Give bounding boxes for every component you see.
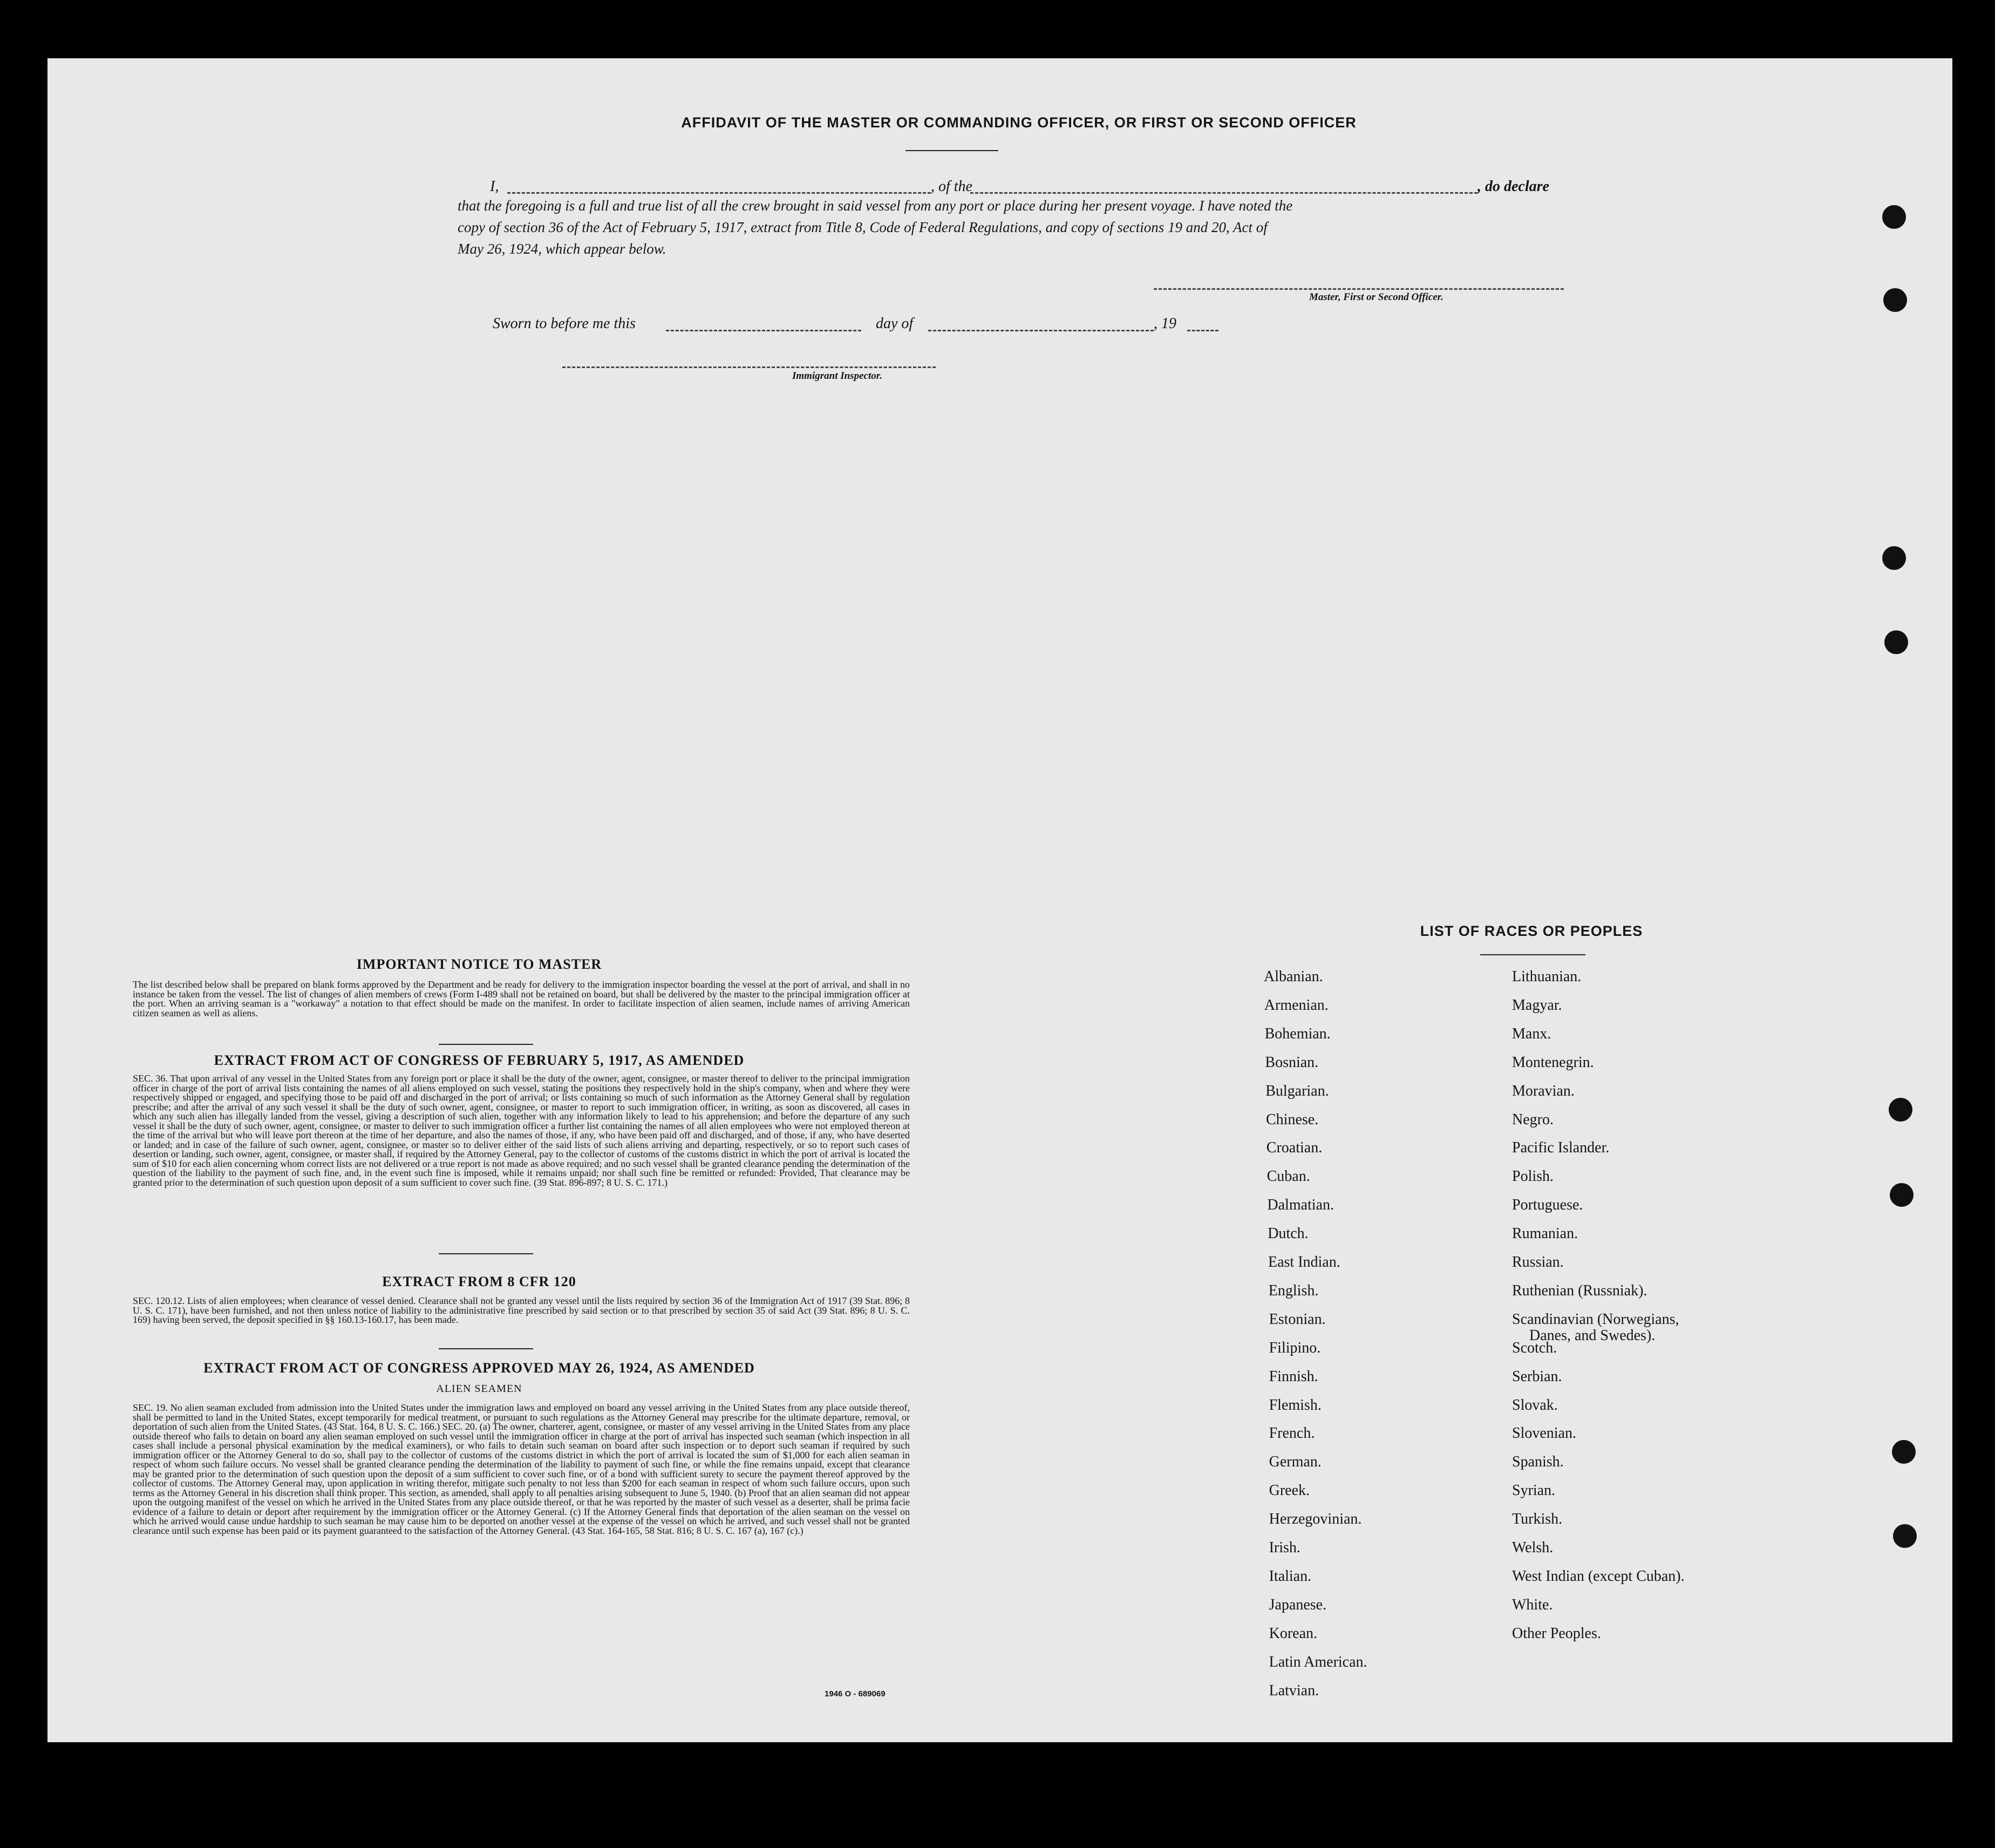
race-item: Flemish. — [1269, 1396, 1322, 1414]
do-declare-label: , do declare — [1477, 178, 1549, 195]
races-title: LIST OF RACES OR PEOPLES — [1420, 923, 1643, 939]
race-item: Pacific Islander. — [1512, 1139, 1610, 1157]
binder-hole — [1890, 1183, 1914, 1207]
notice-text: The list described below shall be prepared on blank forms approved by the Department and be ready for delivery to the immigration inspector boarding the vessel at the port of arrival, and shall in no instance be taken from the vessel. The list of changes of alien members of crews (Form I-489 shall not be retained on board, but shall be delivered by the master to the principal immigration officer at the port. When an arriving seaman is a "workaway" a notation to that effect should be made on the manifest. In order to facilitate inspection of alien seamen, include names of arriving American citizen seamen as well as aliens. — [133, 980, 910, 1018]
race-item: Slovenian. — [1512, 1425, 1576, 1442]
race-item: Dalmatian. — [1267, 1197, 1334, 1214]
race-item: German. — [1269, 1453, 1322, 1471]
race-item: Montenegrin. — [1512, 1054, 1594, 1071]
binder-hole — [1889, 1098, 1912, 1122]
race-item: Japanese. — [1269, 1596, 1327, 1613]
race-item: Scotch. — [1512, 1339, 1557, 1356]
race-item: Korean. — [1269, 1625, 1317, 1642]
master-signature-blank[interactable] — [1154, 288, 1564, 290]
binder-hole — [1883, 288, 1907, 312]
race-item: Bosnian. — [1265, 1054, 1319, 1071]
race-item: Latvian. — [1269, 1682, 1319, 1699]
extract-cfr-rule — [439, 1348, 533, 1349]
affidavit-body-line-3: May 26, 1924, which appear below. — [458, 241, 666, 257]
inspector-label: Immigrant Inspector. — [792, 370, 882, 382]
race-item: Cuban. — [1267, 1168, 1310, 1185]
name-blank[interactable] — [507, 192, 931, 194]
race-item: Portuguese. — [1512, 1197, 1583, 1214]
race-item: Other Peoples. — [1512, 1625, 1601, 1642]
binder-hole — [1882, 546, 1906, 570]
extract-1917-title: EXTRACT FROM ACT OF CONGRESS OF FEBRUARY 5, 1917, AS AMENDED — [214, 1052, 745, 1068]
extract-1924-subtitle: ALIEN SEAMEN — [436, 1383, 522, 1395]
race-item: Manx. — [1512, 1025, 1551, 1042]
race-item: Bohemian. — [1264, 1025, 1331, 1042]
race-item: Polish. — [1512, 1168, 1554, 1185]
race-item: Serbian. — [1512, 1368, 1562, 1385]
extract-1917-text: SEC. 36. That upon arrival of any vessel in the United States from any foreign port or place it shall be the duty of the owner, agent, consignee, or master thereof to deliver to the principal immigration officer in charge of the port of arrival lists containing the names of all aliens employed on such vessel, stating the positions they respectively hold in the ship's company, when and where they were respectively shipped or engaged, and specifying those to be paid off and discharged in the port of arrival; or lists containing so much of such information as the Attorney General shall by regulation prescribe; and after the arrival of any such vessel it shall be the duty of such owner, agent, consignee, or master to report to such immigration officer, in writing, as soon as discovered, all cases in which any such alien has illegally landed from the vessel, giving a description of such alien, together with any information likely to lead to his apprehension; and before the departure of any such vessel it shall be the duty of such owner, agent, consignee, or master to deliver to such immigration officer a further list containing the names of all alien employees who were not employed thereon at the time of the arrival but who will leave port thereon at the time of her departure, and also the names of those, if any, who have been paid off and discharged, and of those, if any, who have deserted or landed; and in case of the failure of such owner, agent, consignee, or master so to deliver either of the said lists of such aliens arriving and departing, respectively, or so to report such cases of desertion or landing, such owner, agent, consignee, or master shall, if required by the Attorney General, pay to the collector of customs of the customs district in which the port of arrival is located the sum of $10 for each alien concerning whom correct lists are not delivered or a true report is not made as above required; and no such vessel shall be granted clearance pending the determination of the question of the liability to the payment of such fine, and, in the event such fine is imposed, while it remains unpaid; nor shall such fine be remitted or refunded: Provided, That clearance may be granted prior to the determination of such question upon deposit of a sum sufficient to cover such fine. (39 Stat. 896-897; 8 U. S. C. 171.) — [133, 1074, 910, 1188]
race-item: Dutch. — [1268, 1225, 1309, 1242]
master-label: Master, First or Second Officer. — [1309, 291, 1444, 303]
race-item: Negro. — [1512, 1111, 1554, 1128]
binder-hole — [1882, 205, 1906, 229]
race-item: Latin American. — [1269, 1653, 1367, 1670]
race-item: Filipino. — [1269, 1339, 1321, 1356]
affidavit-body-line-1: that the foregoing is a full and true list of all the crew brought in said vessel from any port or place during her present voyage. I have noted the — [458, 198, 1293, 214]
extract-1917-rule — [439, 1253, 533, 1254]
race-item: East Indian. — [1268, 1254, 1340, 1270]
race-item: Italian. — [1269, 1567, 1312, 1585]
print-code: 1946 O - 689069 — [825, 1689, 886, 1698]
affidavit-title-rule — [905, 150, 998, 151]
notice-title: IMPORTANT NOTICE TO MASTER — [356, 956, 602, 972]
sworn-label: Sworn to before me this — [493, 315, 636, 332]
form-page — [47, 58, 1952, 1742]
race-item: Danes, and Swedes). — [1529, 1327, 1656, 1344]
inspector-signature-blank[interactable] — [562, 366, 936, 368]
race-item: Spanish. — [1512, 1453, 1564, 1471]
race-item: Scandinavian (Norwegians, — [1512, 1310, 1679, 1328]
day-of-label: day of — [876, 315, 914, 332]
race-item: West Indian (except Cuban). — [1512, 1567, 1685, 1585]
race-item: Armenian. — [1264, 996, 1329, 1014]
extract-1924-title: EXTRACT FROM ACT OF CONGRESS APPROVED MAY 26, 1924, AS AMENDED — [203, 1360, 755, 1376]
race-item: White. — [1512, 1596, 1553, 1613]
year-prefix: , 19 — [1154, 315, 1176, 332]
sworn-day-blank[interactable] — [666, 330, 861, 331]
i-label: I, — [490, 178, 499, 195]
extract-1924-text: SEC. 19. No alien seaman excluded from admission into the United States under the immigration laws and employed on board any vessel arriving in the United States from any place outside thereof, shall be permitted to land in the United States, except temporarily for medical treatment, or pursuant to such regulations as the Attorney General may prescribe for the ultimate departure, removal, or deportation of such alien from the United States. (43 Stat. 164, 8 U. S. C. 166.) SEC. 20. (a) The owner, charterer, agent, consignee, or master of any vessel arriving in the United States from any place outside thereof who fails to detain on board any alien seaman employed on such vessel until the immigration officer in charge at the port of arrival has inspected such seaman (which inspection in all cases shall include a personal physical examination by the medical examiners), or who fails to detain such seaman on board after such inspection or to deport such seaman if required by such immigration officer or the Attorney General to do so, shall pay to the collector of customs of the customs district in which the port of arrival is located the sum of $1,000 for each alien seaman in respect of whom such failure occurs. No vessel shall be granted clearance pending the determination of the liability to payment of such fine, or while the fine remains unpaid, except that clearance may be granted prior to the determination of such question upon the deposit of a sum sufficient to cover such fine, or of a bond with sufficient surety to secure the payment thereof approved by the collector of customs. The Attorney General may, upon application in writing therefor, mitigate such penalty to not less than $200 for each seaman in respect of whom such failure occurs, upon such terms as the Attorney General in his discretion shall think proper. This section, as amended, shall apply to all penalties arising subsequent to June 5, 1940. (b) Proof that an alien seaman did not appear upon the outgoing manifest of the vessel on which he arrived in the United States from any place outside thereof, or that he was reported by the master of such vessel as a deserter, shall be prima facie evidence of a failure to detain or deport after requirement by the immigration officer or the Attorney General. (c) If the Attorney General finds that deportation of the alien seaman on the vessel on which he arrived would cause undue hardship to such seaman he may cause him to be deported on another vessel at the expense of the vessel on which he arrived, and such vessel shall not be granted clearance until such expense has been paid or its payment guaranteed to the satisfaction of the Attorney General. (43 Stat. 164-165, 58 Stat. 816; 8 U. S. C. 167 (a), 167 (c).) — [133, 1403, 910, 1536]
sworn-year-blank[interactable] — [1187, 330, 1218, 331]
race-item: Chinese. — [1266, 1111, 1319, 1128]
race-item: Greek. — [1269, 1482, 1310, 1499]
extract-cfr-text: SEC. 120.12. Lists of alien employees; when clearance of vessel denied. Clearance shall not be granted any vessel until the lists required by section 36 of the Immigration Act of 1917 (39 Stat. 896; 8 U. S. C. 171), have been furnished, and not then unless notice of liability to the administrative fine prescribed by said section or to that prescribed by section 35 of said Act (39 Stat. 896; 8 U. S. C. 169) having been served, the deposit specified in §§ 160.13-160.17, has been made. — [133, 1296, 910, 1325]
binder-hole — [1884, 630, 1908, 654]
race-item: Slovak. — [1512, 1396, 1558, 1414]
race-item: Ruthenian (Russniak). — [1512, 1282, 1647, 1299]
race-item: Irish. — [1269, 1539, 1301, 1556]
affidavit-body-line-2: copy of section 36 of the Act of February 5, 1917, extract from Title 8, Code of Federal Regulations, and copy of sections 19 and 20, Act of — [458, 219, 1268, 235]
race-item: Croatian. — [1266, 1139, 1323, 1157]
race-item: Magyar. — [1512, 996, 1562, 1014]
race-item: Herzegovinian. — [1269, 1511, 1362, 1528]
race-item: Bulgarian. — [1265, 1082, 1329, 1099]
race-item: Albanian. — [1264, 968, 1323, 985]
race-item: French. — [1269, 1425, 1315, 1442]
race-item: Turkish. — [1512, 1511, 1563, 1528]
affidavit-title: AFFIDAVIT OF THE MASTER OR COMMANDING OFFICER, OR FIRST OR SECOND OFFICER — [681, 114, 1357, 131]
race-item: Finnish. — [1269, 1368, 1318, 1385]
of-the-label: , of the — [931, 178, 972, 195]
race-item: Estonian. — [1269, 1310, 1326, 1328]
race-item: Russian. — [1512, 1254, 1564, 1270]
race-item: Syrian. — [1512, 1482, 1556, 1499]
binder-hole — [1892, 1440, 1916, 1464]
extract-cfr-title: EXTRACT FROM 8 CFR 120 — [382, 1274, 576, 1289]
sworn-month-blank[interactable] — [928, 330, 1154, 331]
race-item: Lithuanian. — [1512, 968, 1582, 985]
vessel-blank[interactable] — [970, 192, 1477, 194]
race-item: Rumanian. — [1512, 1225, 1578, 1242]
notice-rule — [439, 1044, 533, 1045]
race-item: Moravian. — [1512, 1082, 1575, 1099]
races-title-rule — [1480, 954, 1585, 955]
race-item: English. — [1268, 1282, 1319, 1299]
binder-hole — [1893, 1524, 1917, 1548]
race-item: Welsh. — [1512, 1539, 1554, 1556]
